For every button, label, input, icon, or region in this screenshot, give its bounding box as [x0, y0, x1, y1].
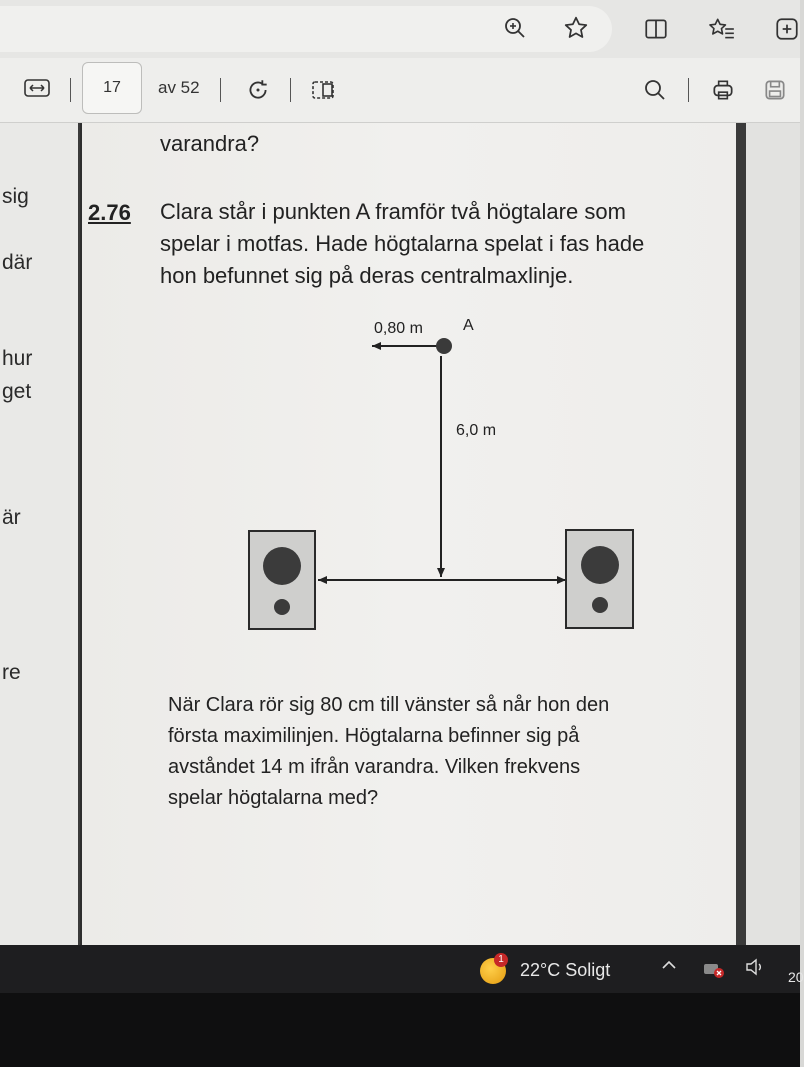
page-fragment: där [2, 251, 33, 274]
toolbar-separator [688, 78, 689, 102]
offset-label: 0,80 m [374, 320, 423, 337]
page-edge-shadow [736, 123, 746, 945]
page-fragment: är [2, 506, 21, 529]
point-a-label: A [463, 317, 474, 334]
page-total-label: av 52 [158, 78, 200, 97]
question-line: spelar högtalarna med? [168, 787, 379, 809]
chevron-up-icon[interactable] [660, 958, 678, 977]
problem-line: hon befunnet sig på deras centralmaxlinje. [160, 263, 574, 288]
speaker-diagram [82, 123, 738, 945]
question-text [168, 690, 708, 814]
problem-line: spelar i motfas. Hade högtalarna spelat i fas hade [160, 231, 645, 256]
print-icon[interactable] [708, 75, 738, 105]
page-fragment: get [2, 380, 32, 403]
save-icon[interactable] [760, 75, 790, 105]
right-margin [746, 123, 800, 945]
point-a-marker [436, 338, 452, 354]
page-fragment: sig [2, 185, 29, 208]
previous-question-end: varandra? [160, 131, 260, 156]
page-fragment: re [2, 661, 21, 684]
toolbar-separator [290, 78, 291, 102]
distance-label: 6,0 m [456, 422, 497, 439]
favorite-star-icon[interactable] [561, 13, 591, 43]
search-icon[interactable] [640, 75, 670, 105]
left-speaker [249, 531, 315, 629]
rotate-icon[interactable] [243, 75, 273, 105]
volume-icon[interactable] [744, 957, 766, 982]
page-number-input[interactable] [82, 62, 142, 114]
problem-line: Clara står i punkten A framför två högtalare som [160, 199, 626, 224]
new-tab-icon[interactable] [772, 14, 802, 44]
zoom-in-icon[interactable] [500, 13, 530, 43]
page-view-icon[interactable] [309, 75, 339, 105]
problem-number: 2.76 [88, 200, 131, 225]
weather-widget[interactable]: 22°C Soligt [520, 960, 611, 980]
page-fragment: hur [2, 347, 33, 370]
toolbar-separator [220, 78, 221, 102]
taskbar [0, 945, 800, 1067]
current-page [80, 123, 738, 945]
browser-toolbar [0, 0, 800, 58]
question-line: När Clara rör sig 80 cm till vänster så når hon den [168, 694, 610, 716]
pdf-document-view[interactable] [0, 123, 800, 945]
favorites-list-icon[interactable] [707, 14, 737, 44]
fit-width-icon[interactable] [22, 73, 52, 103]
weather-badge: 1 [494, 953, 508, 967]
network-error-icon[interactable] [702, 958, 726, 985]
question-line: första maximilinjen. Högtalarna befinner sig på [168, 725, 580, 747]
split-screen-icon[interactable] [641, 14, 671, 44]
previous-page-edge [0, 123, 80, 945]
taskbar-strip [0, 945, 800, 993]
clock-fragment[interactable]: 20 [788, 969, 804, 985]
right-speaker [566, 530, 633, 628]
question-line: avståndet 14 m ifrån varandra. Vilken frekvens [168, 756, 581, 778]
toolbar-separator [70, 78, 71, 102]
